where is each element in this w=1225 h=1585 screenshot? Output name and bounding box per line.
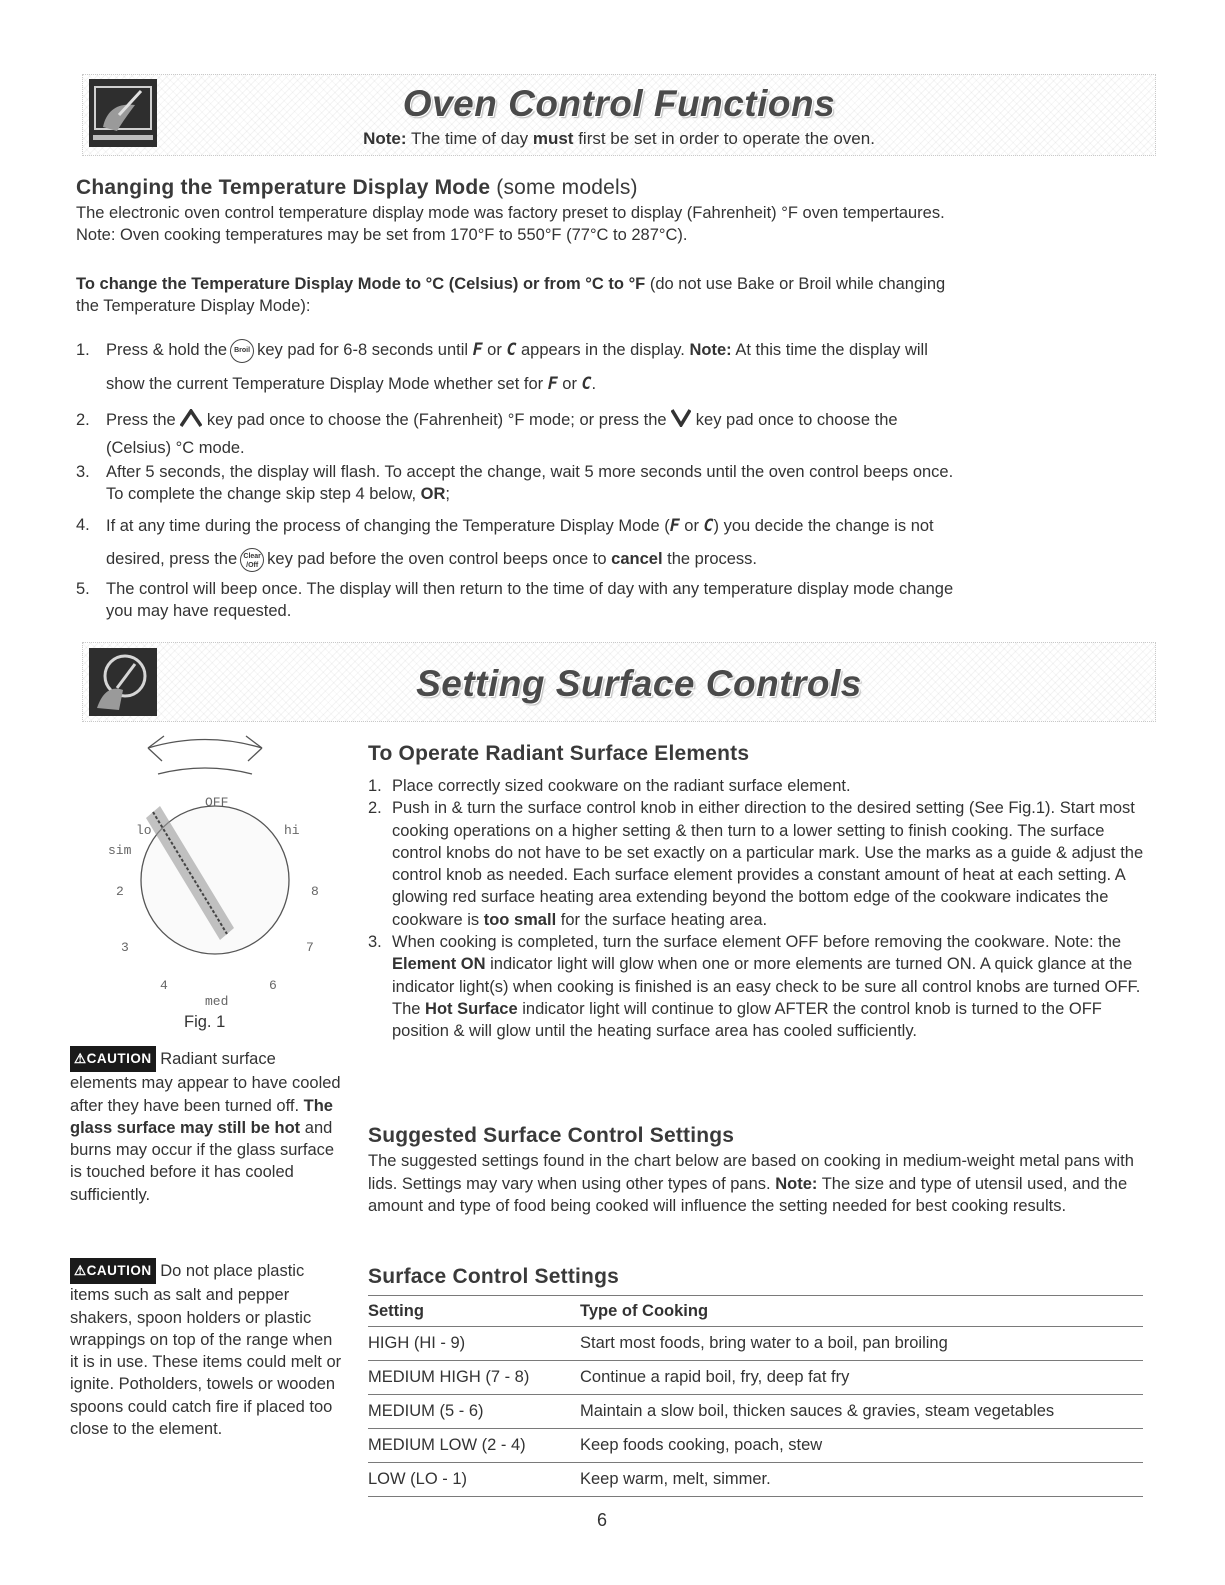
knob-label-med: med xyxy=(205,994,229,1009)
knob-label-2: 2 xyxy=(116,884,124,899)
down-arrow-icon xyxy=(671,409,691,435)
step-5: 5. The control will beep once. The display will then return to the time of day with any temperature display mode change you may have requested. xyxy=(76,580,954,620)
surface-settings-table xyxy=(368,1295,1143,1497)
type-cell: Continue a rapid boil, fry, deep fat fry xyxy=(580,1361,1143,1395)
setting-surface-controls-banner xyxy=(82,642,1156,722)
knob-label-8: 8 xyxy=(311,884,319,899)
surface-knob-figure xyxy=(100,728,330,1010)
banner-note: Note: The time of day must first be set in order to operate the oven. xyxy=(363,129,875,148)
type-cell: Keep warm, melt, simmer. xyxy=(580,1463,1143,1497)
step-1: 1. Press & hold the Broil key pad for 6-8 seconds until F or C appears in the display. Note: At this time the display will show the current Temperature Display Mode whether set for F or C. xyxy=(76,340,928,393)
suggested-heading: Suggested Surface Control Settings xyxy=(368,1124,735,1147)
radiant-heading: To Operate Radiant Surface Elements xyxy=(368,742,750,765)
caution-hot-surface: ⚠CAUTION Radiant surface elements may appear to have cooled after they have been turned off. The glass surface may still be hot and burns may occur if the glass surface is touched before it has cooled sufficiently. xyxy=(70,1046,345,1206)
step-3: 3. After 5 seconds, the display will flash. To accept the change, wait 5 more seconds until the oven control beeps once. To complete the change skip step 4 below, OR; xyxy=(76,463,954,503)
step-4: 4. If at any time during the process of changing the Temperature Display Mode (F or C) you decide the change is not desired, press the Clear /Off key pad before the oven control beeps once to cancel the process. xyxy=(70,509,1160,576)
page-number: 6 xyxy=(597,1510,608,1530)
table-header-row xyxy=(368,1296,1143,1327)
table-row xyxy=(368,1429,1143,1463)
temp-mode-instruction: To change the Temperature Display Mode to °C (Celsius) or from °C to °F (do not use Bake or Broil while changing the Temperature Display Mode): xyxy=(76,275,946,315)
banner-title: Setting Surface Controls xyxy=(416,663,862,704)
radiant-step-3: 3. When cooking is completed, turn the surface element OFF before removing the cookware. Note: the Element ON indicator light will glow when one or more elements are turned ON. A quick glance at the indicator light(s) when cooking is finished is an easy check to be sure all control knobs are turned OFF. The Hot Surface indicator light will continue to glow AFTER the control knob is turned to the OFF position & will glow until the heating surface area has cooled sufficiently. xyxy=(368,933,1141,1041)
knob-label-6: 6 xyxy=(269,978,277,993)
radiant-step-2: 2. Push in & turn the surface control knob in either direction to the desired setting (See Fig.1). Start most cooking operations on a higher setting & then turn to a lower setting to finish cooking. The surface control knobs do not have to be set exactly on a particular mark. Use the marks as a guide & adjust the control knob as needed. Each surface element provides a constant amount of heat at each setting. A glowing red surface heating area extending beyond the bottom edge of the cookware indicates the cookware is too small for the surface heating area. xyxy=(368,799,1144,929)
setting-cell: MEDIUM LOW (2 - 4) xyxy=(368,1429,580,1463)
knob-label-3: 3 xyxy=(121,940,129,955)
banner-title: Oven Control Functions xyxy=(402,83,836,124)
table-row xyxy=(368,1463,1143,1497)
knob-label-hi: hi xyxy=(284,823,300,838)
step-2: 2. Press the key pad once to choose the (Fahrenheit) °F mode; or press the key pad once to choose the (Celsius) °C mode. xyxy=(76,411,898,457)
radiant-steps xyxy=(362,775,1147,1043)
setting-cell: MEDIUM HIGH (7 - 8) xyxy=(368,1361,580,1395)
settings-table-heading: Surface Control Settings xyxy=(368,1265,619,1288)
temp-mode-heading: Changing the Temperature Display Mode (some models) xyxy=(76,176,638,199)
warning-icon: ⚠ xyxy=(74,1263,87,1278)
oven-control-functions-banner xyxy=(82,74,1156,156)
col-type-header: Type of Cooking xyxy=(580,1296,1143,1327)
knob-label-lo: lo xyxy=(136,823,152,838)
table-row xyxy=(368,1361,1143,1395)
up-arrow-icon xyxy=(180,409,202,435)
col-setting-header: Setting xyxy=(368,1296,580,1327)
setting-cell: LOW (LO - 1) xyxy=(368,1463,580,1497)
broil-key-icon: Broil xyxy=(230,339,254,363)
setting-cell: HIGH (HI - 9) xyxy=(368,1327,580,1361)
warning-icon: ⚠ xyxy=(74,1051,87,1066)
table-row xyxy=(368,1327,1143,1361)
radiant-step-1: 1. Place correctly sized cookware on the radiant surface element. xyxy=(368,777,851,795)
knob-label-sim: sim xyxy=(108,843,132,858)
figure-caption: Fig. 1 xyxy=(184,1013,226,1031)
knob-label-4: 4 xyxy=(160,978,168,993)
table-row xyxy=(368,1395,1143,1429)
caution-badge: ⚠CAUTION xyxy=(70,1258,156,1284)
type-cell: Start most foods, bring water to a boil, pan broiling xyxy=(580,1327,1143,1361)
knob-label-7: 7 xyxy=(306,940,314,955)
setting-cell: MEDIUM (5 - 6) xyxy=(368,1395,580,1429)
knob-label-off: OFF xyxy=(205,795,229,810)
temp-mode-steps xyxy=(70,333,1160,622)
rotate-arrow-icon xyxy=(148,736,262,774)
type-cell: Keep foods cooking, poach, stew xyxy=(580,1429,1143,1463)
caution-plastic-items: ⚠CAUTION Do not place plastic items such as salt and pepper shakers, spoon holders or plastic wrappings on top of the range when it is in use. These items could melt or ignite. Potholders, towels or wooden spoons could catch fire if placed too close to the element. xyxy=(70,1258,345,1440)
temp-mode-intro: The electronic oven control temperature display mode was factory preset to display (Fahrenheit) °F oven tempertaures. Note: Oven cooking temperatures may be set from 170°F to 550°F (77°C to 287°C). xyxy=(76,204,945,244)
clear-off-key-icon: Clear /Off xyxy=(240,548,264,572)
caution-badge: ⚠CAUTION xyxy=(70,1046,156,1072)
suggested-text: The suggested settings found in the chart below are based on cooking in medium-weight metal pans with lids. Settings may vary when using other types of pans. Note: The size and type of utensil used, and the amount and type of food being cooked will influence the setting needed for best cooking results. xyxy=(368,1152,1134,1215)
type-cell: Maintain a slow boil, thicken sauces & gravies, steam vegetables xyxy=(580,1395,1143,1429)
